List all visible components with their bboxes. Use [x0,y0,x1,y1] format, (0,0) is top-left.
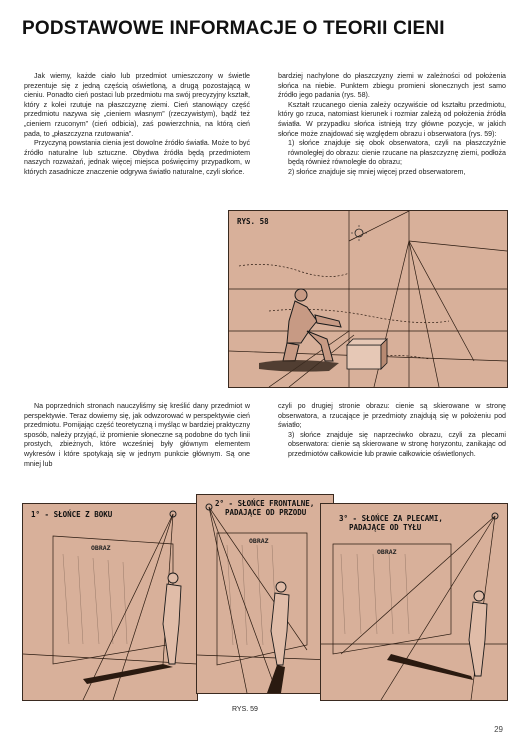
left-column-top [24,72,250,178]
panel-2-obraz-label: OBRAZ [249,537,269,545]
panel-1-title: 1° - SŁOŃCE Z BOKU [31,510,113,519]
right-column-top [278,72,506,178]
paragraph: Jak wiemy, każde ciało lub przedmiot umieszczony w świetle prezentuje się z jedną częścią oświetloną, a drugą pozostającą w cieniu. Ponadto cień postaci lub przedmiotu ma swój precyzyjny kształt, który z kolei rzutuje na płaszczyznę ziemi. Cień stanowiący część przedmiotu nazywa się „cieniem własnym” (rzeczywistym), bądź też „cieniem rzuconym” (cień odbicia), zaś powierzchnia, na którą cień pada, to „płaszczyzna rzutowania”. [24,72,250,138]
paragraph: Przyczyną powstania cienia jest dowolne źródło światła. Może to być źródło naturalne lub sztuczne. Obydwa źródła będą przedmiotem naszych rozważań, jednak więcej miejsca poświęcimy przypadkom, w których zasadnicze znaczenie odgrywa światło naturalne, czyli słońce. [24,139,250,176]
paragraph: bardziej nachylone do płaszczyzny ziemi w zależności od położenia słońca na niebie. Punktem zbiegu promieni słonecznych jest samo źródło jego padania (rys. 58). [278,72,506,100]
panel-3-obraz-label: OBRAZ [377,548,397,556]
panel-3-title-line2: PADAJĄCE OD TYŁU [349,523,422,532]
paragraph: Kształt rzucanego cienia zależy oczywiście od kształtu przedmiotu, który go rzuca, natomiast kierunek i rozmiar zależą od położenia źródła światła. W przypadku słońca istnieją trzy główne pozycje, w jakich słońce może znajdować się względem obrazu i obserwatora (rys. 59): [278,100,506,138]
panel-2-title [215,499,314,517]
figure-59-panel-1 [22,503,198,701]
paragraph: czyli po drugiej stronie obrazu: cienie są skierowane w stronę obserwatora, a rzucające je przedmioty znajdują się w położeniu pod światło; [278,402,506,430]
panel-3-title [339,514,443,532]
figure-59-panel-2 [196,494,334,694]
page-title: PODSTAWOWE INFORMACJE O TEORII CIENI [22,18,445,39]
left-column-mid [24,402,250,469]
figure-59-caption: RYS. 59 [232,706,258,713]
panel-2-title-line1: 2° - SŁOŃCE FRONTALNE, [215,499,315,508]
figure-58-label: RYS. 58 [237,217,269,226]
list-item: 3) słońce znajduje się naprzeciwko obrazu, czyli za plecami obserwatora: cienie są skierowane w stronę horyzontu, zanikając od przedmiotów całkowicie lub prawie całkowicie oświetlonych. [288,430,506,458]
figure-58-drawing [229,211,507,387]
panel-3-title-line1: 3° - SŁOŃCE ZA PLECAMI, [339,514,443,523]
list-item: 1) słońce znajduje się obok obserwatora, czyli na płaszczyźnie równoległej do obrazu: cienie rzucane na płaszczyznę ziemi, podłoża będą również równoległe do obrazu; [288,139,506,167]
paragraph: Na poprzednich stronach nauczyliśmy się kreślić dany przedmiot w perspektywie. Teraz dowiemy się, jak odwzorować w perspektywie cień przedmiotu. Pomijając część teoretyczną i myśląc w bardziej praktyczny sposób, należy przyjąć, iż promienie słoneczne są podobne do tych linii prostych, zbieżnych, które wcześniej były głównym elementem wykresów i które spotykają się w jednym punkcie głównym. Są one mniej lub [24,402,250,468]
list-item: 2) słońce znajduje się mniej więcej przed obserwatorem, [288,167,466,176]
figure-59-panel-3 [320,503,508,701]
right-column-mid [278,402,506,460]
panel-1-obraz-label: OBRAZ [91,544,111,552]
figure-58 [228,210,508,388]
panel-2-title-line2: PADAJĄCE OD PRZODU [225,508,307,517]
page-number: 29 [494,725,503,734]
